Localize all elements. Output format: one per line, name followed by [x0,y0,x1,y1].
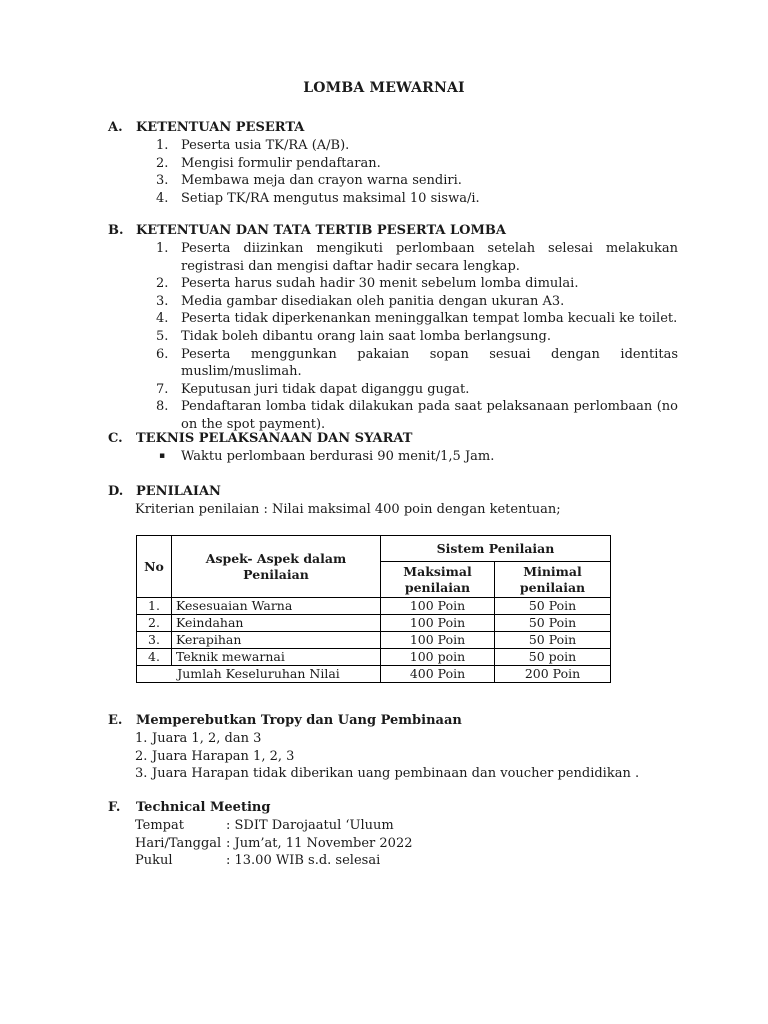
meeting-value: : 13.00 WIB s.d. selesai [226,853,381,869]
meeting-row-tanggal [108,835,678,853]
list-text: Peserta harus sudah hadir 30 menit sebelum lomba dimulai. [181,276,579,292]
cell-total-maksimal: 400 Poin [381,666,495,683]
cell-no: 2. [137,615,172,632]
list-item [108,730,678,748]
list-item [108,293,678,311]
section-letter: E. [108,713,123,728]
list-number: 1. [156,138,169,153]
list-text: Juara 1, 2, dan 3 [152,731,262,746]
scoring-table [136,535,611,683]
section-title: TEKNIS PELAKSANAAN DAN SYARAT [136,431,413,446]
document-title: LOMBA MEWARNAI [303,80,465,96]
col-header-sistem: Sistem Penilaian [381,536,611,562]
section-heading [108,222,678,240]
section-letter: B. [108,223,124,238]
cell-minimal: 50 Poin [495,632,611,649]
list-item [108,275,678,293]
section-letter: D. [108,484,124,499]
list-item [108,381,678,399]
table-row [137,598,611,615]
list-number: 1. [135,731,148,746]
cell-minimal: 50 Poin [495,598,611,615]
section-penilaian [108,483,678,519]
list-number: 2. [156,276,169,292]
list-number: 4. [156,311,169,327]
cell-aspek: Teknik mewarnai [172,649,381,666]
list-number: 2. [156,155,169,171]
list-text: Keputusan juri tidak dapat diganggu gugat. [181,381,470,397]
cell-no: 4. [137,649,172,666]
meeting-value: : Jum’at, 11 November 2022 [226,835,413,851]
numbered-list [108,240,678,434]
list-text: Waktu perlombaan berdurasi 90 menit/1,5 Jam. [181,449,495,464]
meeting-row-pukul [108,852,678,870]
list-text: Membawa meja dan crayon warna sendiri. [181,173,462,189]
list-text: Juara Harapan 1, 2, 3 [152,748,295,764]
meeting-label: Tempat [135,818,184,833]
cell-aspek: Kerapihan [172,632,381,649]
meeting-label: Hari/Tanggal [135,835,222,851]
list-item [108,398,678,433]
list-text: Peserta diizinkan mengikuti perlombaan setelah selesai melakukan registrasi dan mengisi daftar hadir secara lengkap. [181,241,678,274]
bullet-list [108,448,678,466]
list-item [108,328,678,346]
cell-minimal: 50 poin [495,649,611,666]
table-row [137,615,611,632]
cell-maksimal: 100 Poin [381,598,495,615]
list-item [108,155,678,173]
list-item [108,765,678,783]
list-text: Media gambar disediakan oleh panitia dengan ukuran A3. [181,293,565,309]
list-item [108,240,678,275]
section-letter: F. [108,800,121,815]
cell-total-minimal: 200 Poin [495,666,611,683]
col-header-minimal: Minimal penilaian [495,562,611,598]
col-header-no: No [137,536,172,598]
section-title: PENILAIAN [136,484,221,499]
section-letter: C. [108,431,123,446]
list-number: 1. [156,241,169,256]
section-heading [108,799,678,817]
list-item [108,137,678,155]
table-row [137,632,611,649]
section-teknis [108,430,678,466]
section-heading [108,430,678,448]
list-text: Pendaftaran lomba tidak dilakukan pada saat pelaksanaan perlombaan (no on the spot payment). [181,399,678,432]
cell-minimal: 50 Poin [495,615,611,632]
cell-maksimal: 100 Poin [381,632,495,649]
square-bullet-icon: ▪ [159,451,166,461]
list-text: Tidak boleh dibantu orang lain saat lomba berlangsung. [181,328,552,344]
cell-total-label: Jumlah Keseluruhan Nilai [137,666,381,683]
col-header-aspek: Aspek- Aspek dalam Penilaian [172,536,381,598]
list-number: 6. [156,346,169,362]
list-number: 8. [156,399,169,415]
numbered-list [108,730,678,783]
section-heading [108,483,678,501]
list-item [108,748,678,766]
cell-aspek: Keindahan [172,615,381,632]
list-number: 4. [156,190,169,206]
section-hadiah [108,712,678,783]
section-title: KETENTUAN DAN TATA TERTIB PESERTA LOMBA [136,223,506,238]
cell-maksimal: 100 poin [381,649,495,666]
list-item [108,310,678,328]
meeting-label: Pukul [135,853,173,869]
list-number: 2. [135,748,148,764]
section-tata-tertib [108,222,678,434]
list-number: 7. [156,381,169,397]
section-ketentuan-peserta [108,119,678,207]
meeting-value: : SDIT Darojaatul ‘Uluum [226,818,394,833]
table-row [137,649,611,666]
col-header-maksimal: Maksimal penilaian [381,562,495,598]
list-item [108,346,678,381]
list-text: Peserta usia TK/RA (A/B). [181,138,350,153]
cell-no: 1. [137,598,172,615]
cell-aspek: Kesesuaian Warna [172,598,381,615]
list-text: Setiap TK/RA mengutus maksimal 10 siswa/i. [181,190,480,206]
list-number: 3. [156,293,169,309]
list-number: 3. [156,173,169,189]
meeting-row-tempat [108,817,678,835]
list-number: 3. [135,766,148,782]
table-total-row [137,666,611,683]
section-title: Memperebutkan Tropy dan Uang Pembinaan [136,713,462,728]
list-item [108,448,678,466]
section-title: Technical Meeting [136,800,271,815]
section-heading [108,712,678,730]
section-title: KETENTUAN PESERTA [136,120,305,135]
list-text: Peserta tidak diperkenankan meninggalkan tempat lomba kecuali ke toilet. [181,311,678,327]
list-item [108,190,678,208]
cell-no: 3. [137,632,172,649]
cell-maksimal: 100 Poin [381,615,495,632]
section-heading [108,119,678,137]
list-text: Mengisi formulir pendaftaran. [181,155,381,171]
list-text: Juara Harapan tidak diberikan uang pembinaan dan voucher pendidikan . [152,766,640,782]
list-text: Peserta menggunkan pakaian sopan sesuai dengan identitas muslim/muslimah. [181,346,678,380]
section-technical-meeting [108,799,678,870]
list-number: 5. [156,328,169,344]
numbered-list [108,137,678,207]
list-item [108,172,678,190]
penilaian-intro: Kriterian penilaian : Nilai maksimal 400 poin dengan ketentuan; [135,502,561,517]
table-header-row [137,536,611,562]
section-letter: A. [108,120,123,135]
